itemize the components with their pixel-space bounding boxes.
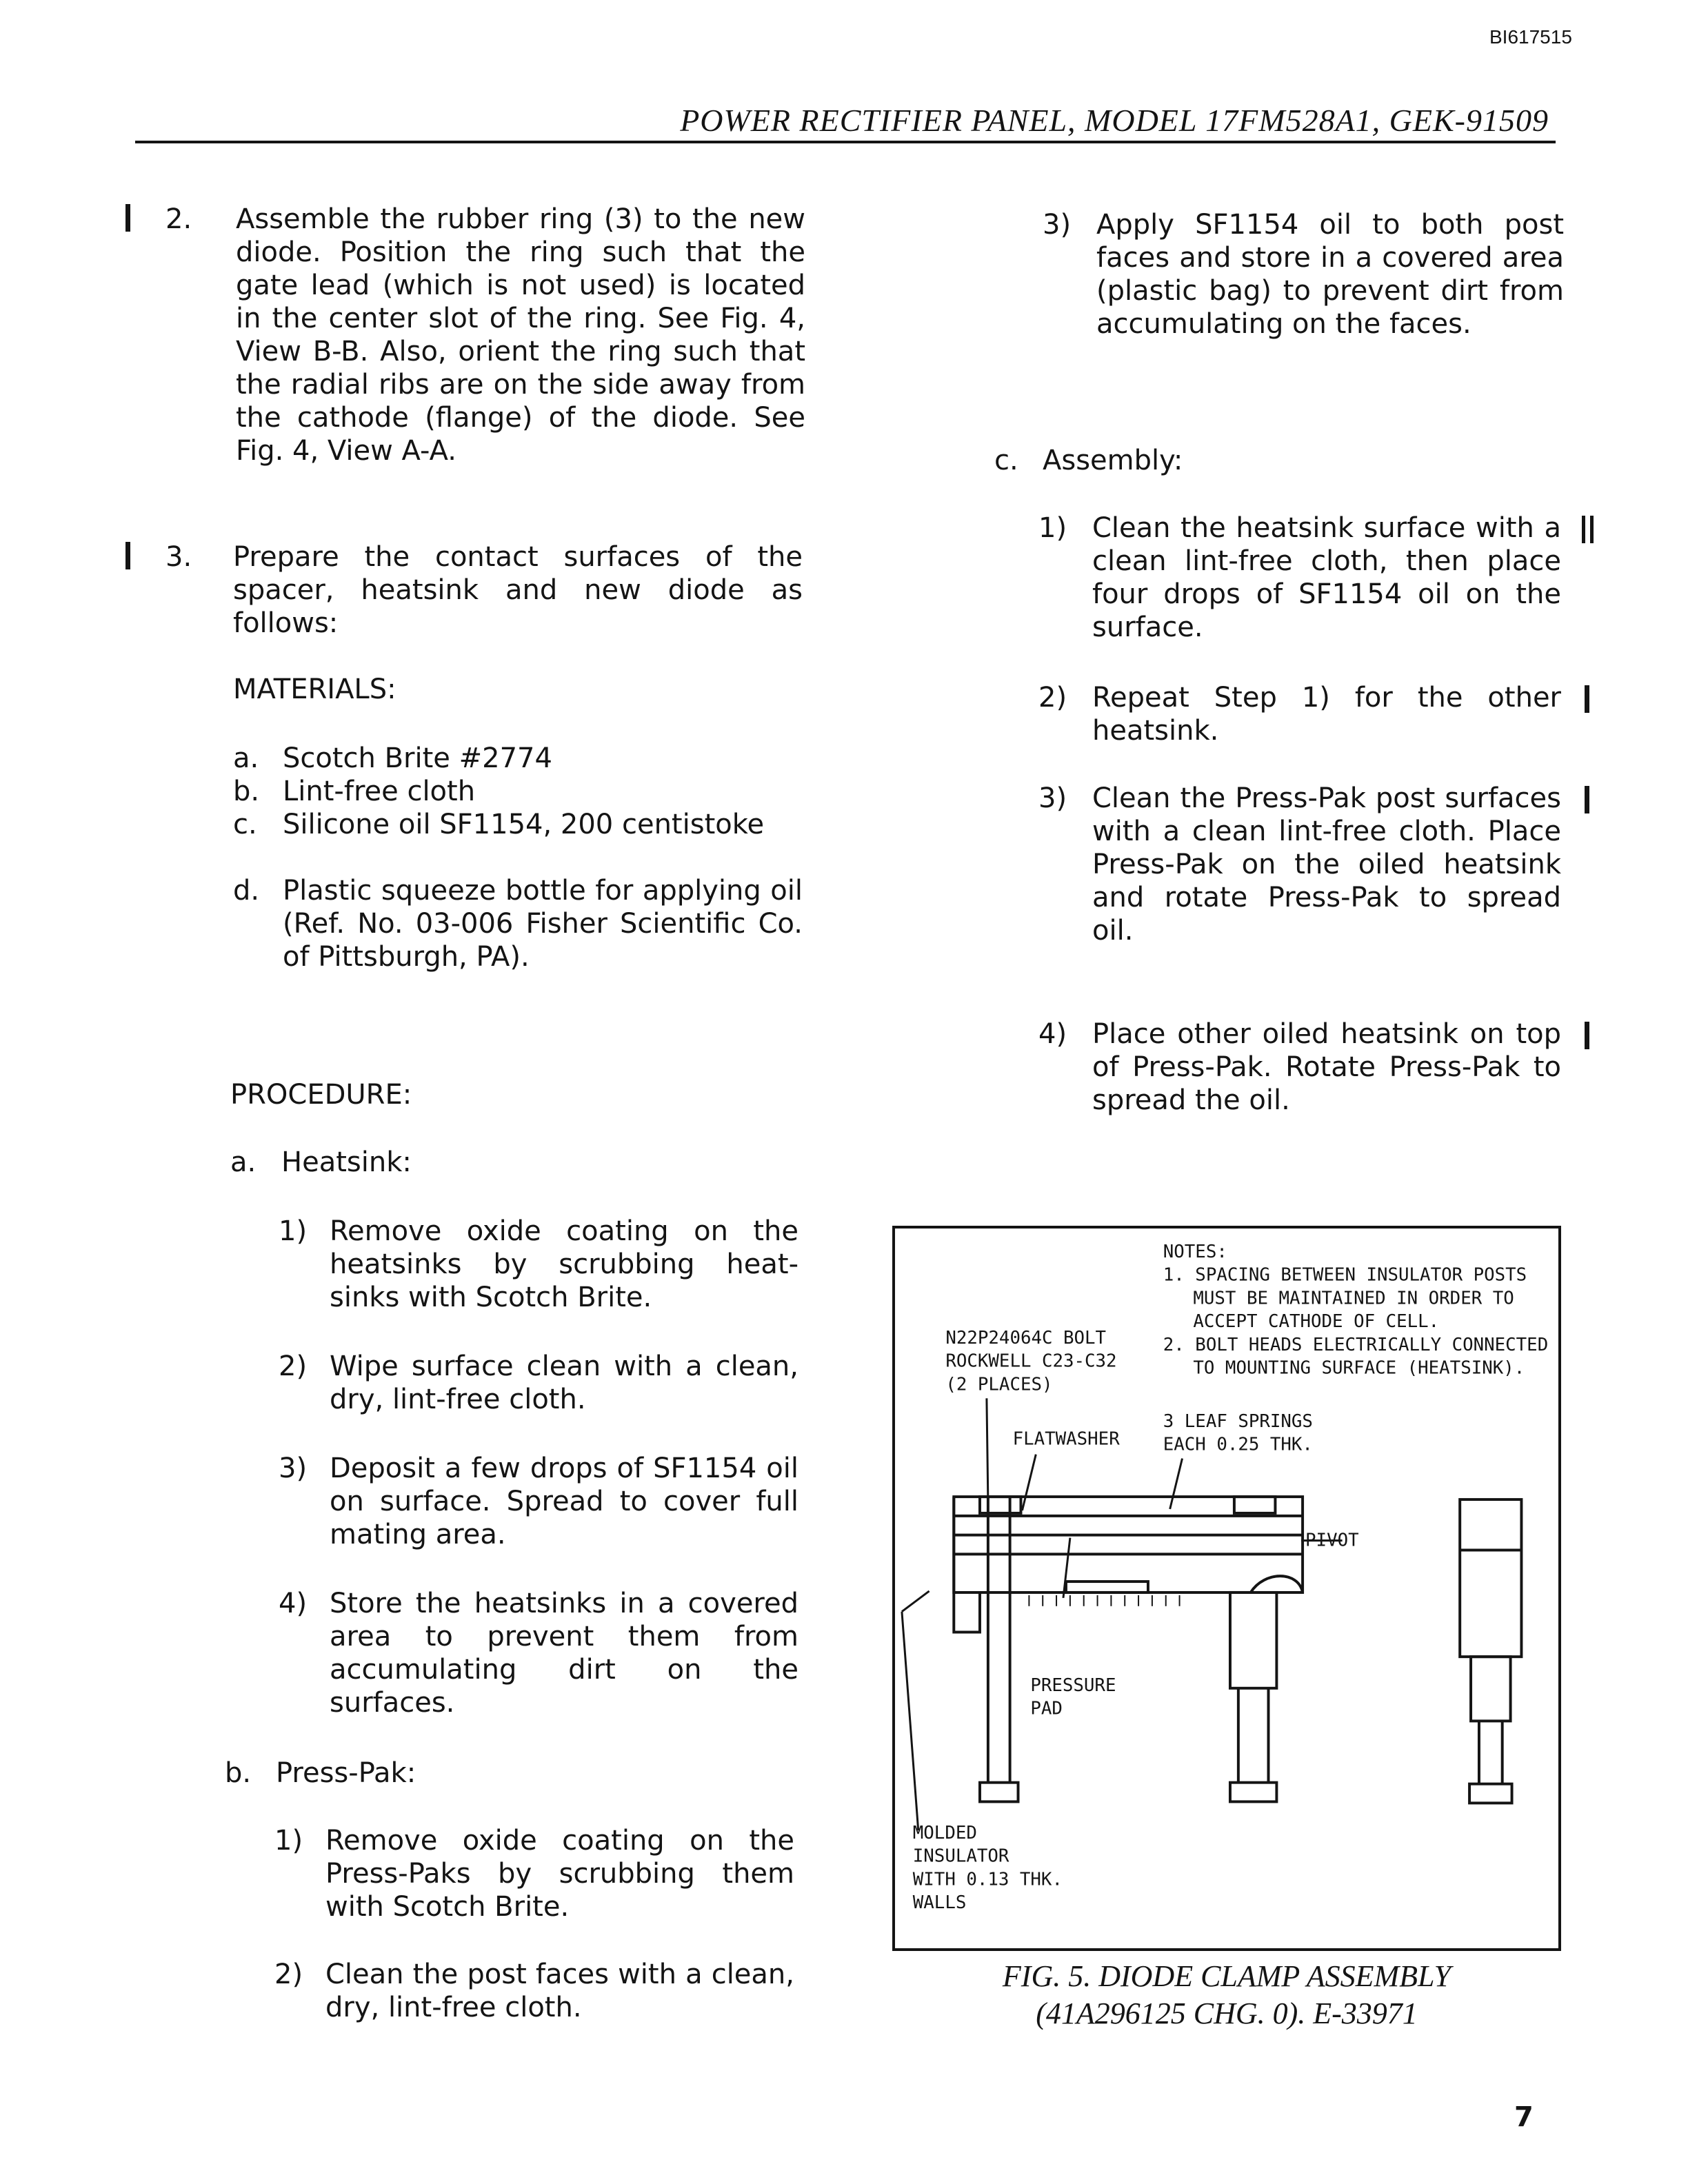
list-letter: b. xyxy=(233,776,260,807)
assembly-step-text: Clean the heatsink surface with a clean lint-free cloth, then place four drops of SF1154 oil on the surface. xyxy=(1092,512,1561,643)
molded-insulator-label: WITH 0.13 THK. xyxy=(912,1869,1063,1890)
revision-bar xyxy=(1582,516,1585,543)
assembly-step-text: Clean the Press-Pak post surfaces with a clean lint-free cloth. Place Press-Pak on the oiled heatsink and rotate Press-Pak to spread oil. xyxy=(1092,782,1561,947)
flatwasher-label: FLATWASHER xyxy=(1012,1428,1120,1450)
revision-bar xyxy=(1585,786,1589,813)
material-item: Scotch Brite #2774 xyxy=(283,742,552,774)
material-item: Lint-free cloth xyxy=(283,776,476,807)
list-letter: a. xyxy=(230,1146,257,1178)
step-number: 1) xyxy=(1038,512,1067,544)
step-number: 1) xyxy=(279,1215,308,1247)
material-item: Silicone oil SF1154, 200 centistoke xyxy=(283,809,765,840)
leaf-springs-label: 3 LEAF SPRINGS xyxy=(1163,1410,1313,1432)
step-number: 1) xyxy=(274,1825,303,1857)
page-header xyxy=(135,97,1556,143)
subsection-title: Assembly: xyxy=(1043,445,1183,476)
pivot-label: PIVOT xyxy=(1305,1530,1359,1551)
leaf-springs-label: EACH 0.25 THK. xyxy=(1163,1434,1313,1455)
list-letter: d. xyxy=(233,875,260,907)
list-letter: c. xyxy=(994,445,1018,476)
figure-note-1: ACCEPT CATHODE OF CELL. xyxy=(1193,1311,1440,1333)
step-number: 3) xyxy=(1043,209,1072,241)
assembly-step-text: Place other oiled heatsink on top of Press-Pak. Rotate Press-Pak to spread the oil. xyxy=(1092,1018,1561,1116)
step-number: 3) xyxy=(279,1453,308,1484)
revision-bar xyxy=(125,542,130,569)
bolt-label: N22P24064C BOLT xyxy=(945,1327,1107,1348)
presspak-step-text: Remove oxide coating on the Press-Paks by scrubbing them with Scotch Brite. xyxy=(325,1825,794,1923)
heatsink-step-text: Wipe surface clean with a clean, dry, lint-free cloth. xyxy=(330,1351,798,1415)
list-letter: a. xyxy=(233,742,259,774)
step-number: 3) xyxy=(1038,782,1067,814)
assembly-step-text: Repeat Step 1) for the other heatsink. xyxy=(1092,682,1561,747)
header-title: POWER RECTIFIER PANEL, MODEL 17FM528A1, GEK-91509 xyxy=(680,103,1549,138)
subsection-title: Heatsink: xyxy=(281,1146,412,1178)
molded-insulator-label: INSULATOR xyxy=(912,1846,1009,1867)
revision-bar xyxy=(125,204,130,232)
document-id: BI617515 xyxy=(1489,26,1572,48)
subsection-title: Press-Pak: xyxy=(276,1757,416,1789)
step-number: 2) xyxy=(274,1959,303,1990)
figure-caption-line: (41A296125 CHG. 0). E-33971 xyxy=(1036,1996,1418,2030)
procedure-heading: PROCEDURE: xyxy=(230,1079,412,1111)
step-2-text: Assemble the rubber ring (3) to the new diode. Position the ring such that the gate lead (which is not used) is located in the center slot of the ring. See Fig. 4, View B-B. Also, orient the ring such that the radial ribs are on the side away from the cathode (flange) of the diode. See Fig. 4, View A-A. xyxy=(236,203,805,467)
bolt-label: (2 PLACES) xyxy=(945,1374,1053,1395)
pressure-pad-label: PRESSURE xyxy=(1030,1675,1116,1696)
figure-notes-title: NOTES: xyxy=(1163,1241,1227,1262)
step-number: 2) xyxy=(1038,682,1067,714)
heatsink-step-text: Remove oxide coating on the heatsinks by scrubbing heat-sinks with Scotch Brite. xyxy=(330,1215,798,1313)
step-3-text: Prepare the contact surfaces of the spacer, heatsink and new diode as follows: xyxy=(233,541,803,639)
heatsink-step-text: Store the heatsinks in a covered area to prevent them from accumulating dirt on the surfaces. xyxy=(330,1588,798,1719)
step-number: 3. xyxy=(165,541,192,573)
figure-note-2: TO MOUNTING SURFACE (HEATSINK). xyxy=(1193,1357,1525,1379)
pressure-pad-label: PAD xyxy=(1030,1698,1063,1719)
figure-caption-line: FIG. 5. DIODE CLAMP ASSEMBLY xyxy=(1002,1959,1451,1993)
diode-clamp-figure xyxy=(892,1226,1561,1951)
revision-bar xyxy=(1585,685,1589,713)
molded-insulator-label: MOLDED xyxy=(912,1822,977,1843)
material-item: Plastic squeeze bottle for applying oil (Ref. No. 03-006 Fisher Scientific Co. of Pittsburgh, PA). xyxy=(283,875,803,973)
figure-note-1: 1. SPACING BETWEEN INSULATOR POSTS xyxy=(1163,1264,1527,1286)
figure-note-1: MUST BE MAINTAINED IN ORDER TO xyxy=(1193,1288,1514,1309)
heatsink-step-text: Deposit a few drops of SF1154 oil on surface. Spread to cover full mating area. xyxy=(330,1453,798,1550)
materials-heading: MATERIALS: xyxy=(233,674,396,705)
step-number: 2. xyxy=(165,203,192,235)
page-number: 7 xyxy=(1514,2101,1534,2133)
molded-insulator-label: WALLS xyxy=(912,1892,967,1914)
list-letter: c. xyxy=(233,809,257,840)
bolt-label: ROCKWELL C23-C32 xyxy=(945,1351,1117,1372)
list-letter: b. xyxy=(225,1757,252,1789)
diode-clamp-drawing xyxy=(895,1228,1558,1948)
presspak-step-3-text: Apply SF1154 oil to both post faces and store in a covered area (plastic bag) to prevent dirt from accumulating on the faces. xyxy=(1096,209,1564,340)
step-number: 2) xyxy=(279,1351,308,1382)
revision-bar xyxy=(1585,1022,1589,1049)
revision-bar xyxy=(1590,516,1594,543)
step-number: 4) xyxy=(279,1588,308,1619)
figure-note-2: 2. BOLT HEADS ELECTRICALLY CONNECTED xyxy=(1163,1334,1549,1355)
figure-caption xyxy=(892,1958,1561,2032)
step-number: 4) xyxy=(1038,1018,1067,1050)
presspak-step-text: Clean the post faces with a clean, dry, lint-free cloth. xyxy=(325,1959,794,2023)
